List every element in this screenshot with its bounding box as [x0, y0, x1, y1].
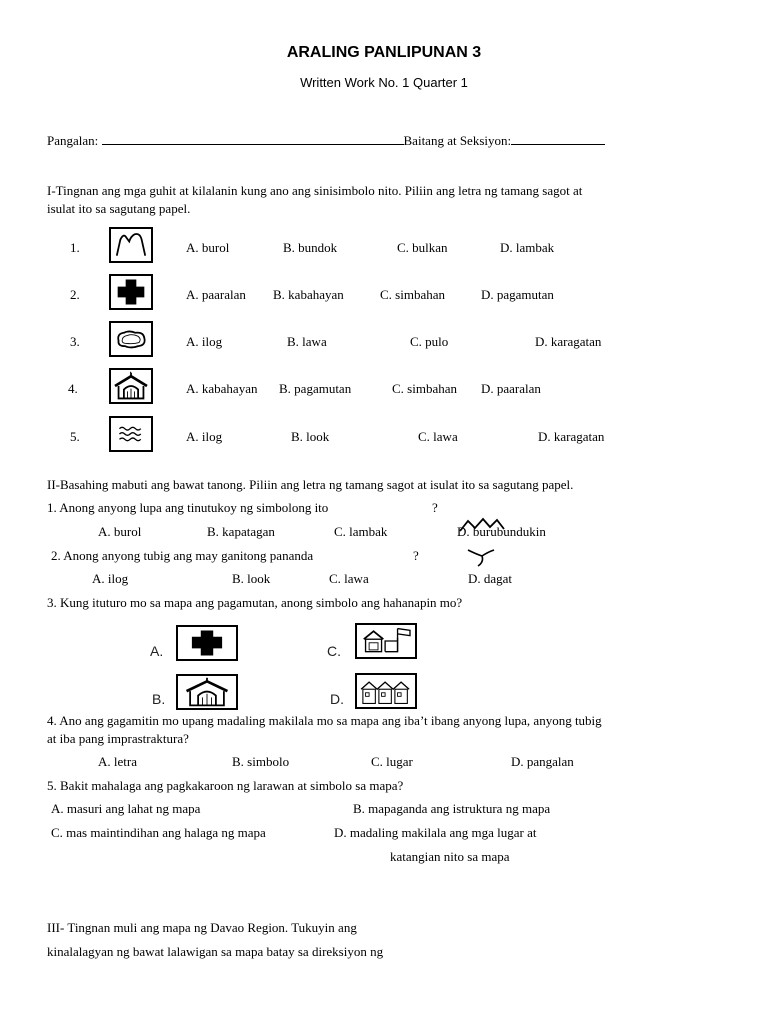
item-number: 2. [70, 287, 80, 302]
option: B. look [232, 571, 271, 586]
item-number: 4. [68, 381, 78, 396]
part1-instruction-line1: I-Tingnan ang mga guhit at kilalanin kung ano ang sinisimbolo nito. Piliin ang letra ng tamang sagot at [47, 183, 583, 198]
option: C. lambak [334, 524, 388, 539]
option-continued: katangian nito sa mapa [390, 849, 510, 864]
question-1: 1. Anong anyong lupa ang tinutukoy ng simbolong ito [47, 500, 329, 515]
question-mark: ? [413, 548, 419, 563]
cross-icon [109, 274, 153, 310]
student-info-line [47, 132, 605, 149]
option: C. lugar [371, 754, 413, 769]
option: A. ilog [92, 571, 129, 586]
question-3: 3. Kung ituturo mo sa mapa ang pagamutan, anong simbolo ang hahanapin mo? [47, 595, 463, 610]
option: D. karagatan [538, 429, 605, 444]
option: A. ilog [186, 334, 223, 349]
part3-line2: kinalalagyan ng bawat lalawigan sa mapa batay sa direksiyon ng [47, 944, 384, 959]
option: C. bulkan [397, 240, 448, 255]
page-subtitle: Written Work No. 1 Quarter 1 [300, 75, 468, 90]
option-letter: D. [330, 691, 344, 707]
part3-line1: III- Tingnan muli ang mapa ng Davao Region. Tukuyin ang [47, 920, 357, 935]
item-number: 5. [70, 429, 80, 444]
option: B. look [291, 429, 330, 444]
option: A. ilog [186, 429, 223, 444]
option: A. masuri ang lahat ng mapa [51, 801, 201, 816]
option: D. lambak [500, 240, 555, 255]
item-number: 3. [70, 334, 80, 349]
part1-instruction-line2: isulat ito sa sagutang papel. [47, 201, 191, 216]
cross-icon [176, 625, 238, 661]
option: C. lawa [418, 429, 458, 444]
option: C. pulo [410, 334, 449, 349]
houses-icon [355, 673, 417, 709]
option: D. pagamutan [481, 287, 554, 302]
option: A. paaralan [186, 287, 246, 302]
name-field[interactable] [102, 132, 404, 145]
option: B. mapaganda ang istruktura ng mapa [353, 801, 551, 816]
part2-instruction: II-Basahing mabuti ang bawat tanong. Piliin ang letra ng tamang sagot at isulat ito sa sagutang papel. [47, 477, 574, 492]
option: D. pangalan [511, 754, 574, 769]
option: B. bundok [283, 240, 338, 255]
option: C. mas maintindihan ang halaga ng mapa [51, 825, 266, 840]
option: B. pagamutan [279, 381, 352, 396]
question-4-line1: 4. Ano ang gagamitin mo upang madaling makilala mo sa mapa ang iba’t ibang anyong lupa, anyong tubig [47, 713, 602, 728]
option: A. kabahayan [186, 381, 258, 396]
mountain-icon [109, 227, 153, 263]
building-flag-icon [355, 623, 417, 659]
option: B. simbolo [232, 754, 290, 769]
question-mark: ? [432, 500, 438, 515]
option: B. lawa [287, 334, 327, 349]
option-letter: B. [152, 691, 166, 707]
option: A. letra [98, 754, 137, 769]
option: D. paaralan [481, 381, 541, 396]
river-branch-icon [466, 544, 496, 568]
name-label: Pangalan: [47, 133, 99, 148]
option-letter: A. [150, 643, 164, 659]
option: A. burol [98, 524, 142, 539]
tent-house-icon [176, 674, 238, 710]
item-number: 1. [70, 240, 80, 255]
option: A. burol [186, 240, 230, 255]
waves-icon [109, 416, 153, 452]
option: C. simbahan [392, 381, 457, 396]
option: D. burubundukin [457, 524, 546, 539]
option-letter: C. [327, 643, 341, 659]
island-icon [109, 321, 153, 357]
option: D. dagat [468, 571, 513, 586]
question-5: 5. Bakit mahalaga ang pagkakaroon ng larawan at simbolo sa mapa? [47, 778, 404, 793]
question-2: 2. Anong anyong tubig ang may ganitong pananda [51, 548, 314, 563]
tent-house-icon [109, 368, 153, 404]
section-field[interactable] [511, 132, 605, 145]
option: B. kapatagan [207, 524, 275, 539]
option: C. lawa [329, 571, 369, 586]
option: D. madaling makilala ang mga lugar at [334, 825, 537, 840]
option: D. karagatan [535, 334, 602, 349]
section-label: Baitang at Seksiyon: [403, 133, 512, 148]
option: C. simbahan [380, 287, 445, 302]
hills-icon [458, 516, 506, 532]
option: B. kabahayan [273, 287, 344, 302]
page-title: ARALING PANLIPUNAN 3 [286, 44, 482, 61]
question-4-line2: at iba pang imprastraktura? [47, 731, 189, 746]
